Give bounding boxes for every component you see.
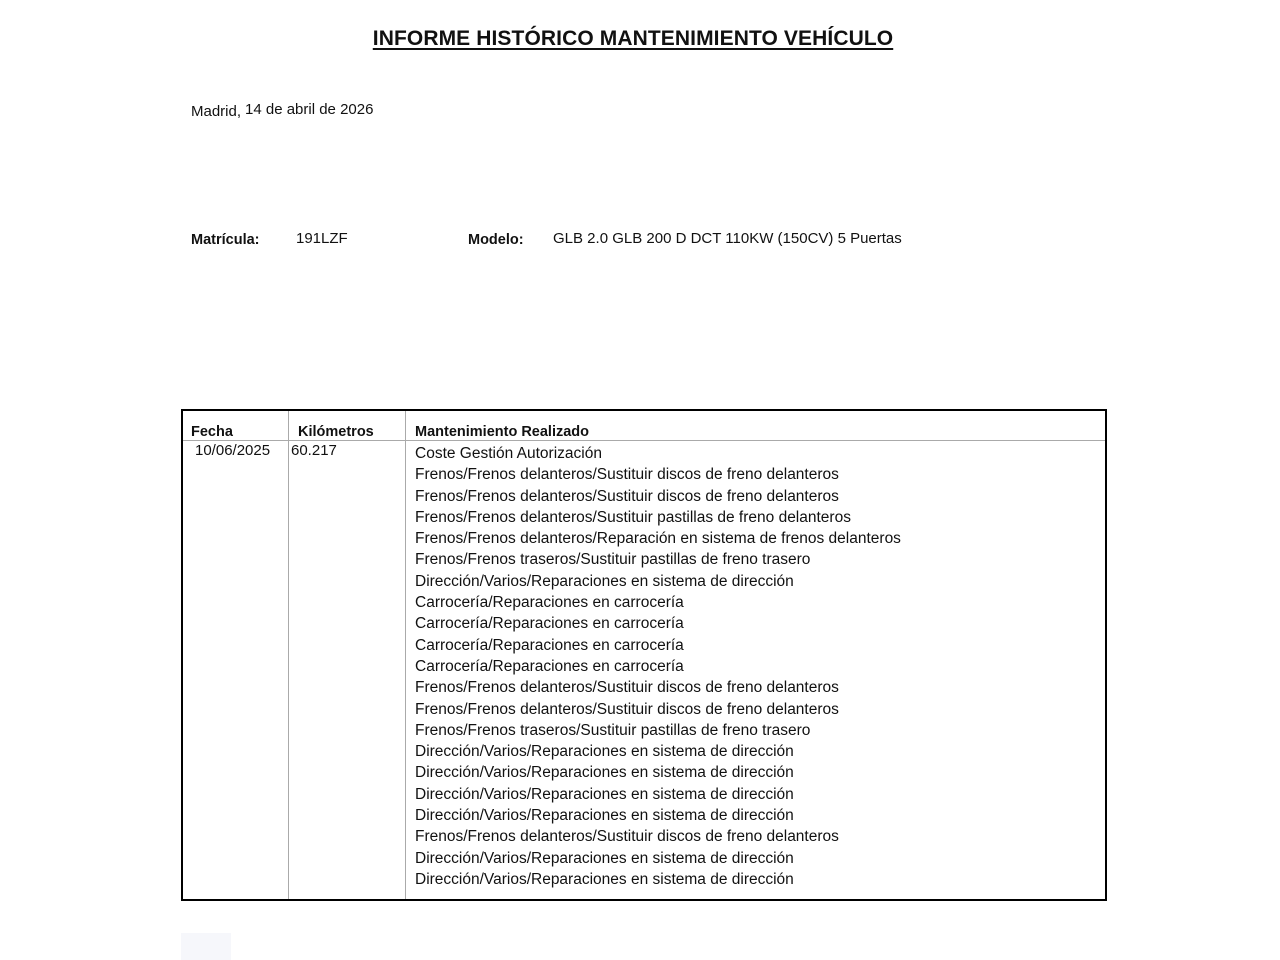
maintenance-item: Carrocería/Reparaciones en carrocería bbox=[415, 657, 684, 675]
header-divider bbox=[183, 440, 1105, 441]
maintenance-item: Frenos/Frenos traseros/Sustituir pastillas de freno trasero bbox=[415, 551, 811, 569]
report-city: Madrid, bbox=[191, 103, 242, 120]
maintenance-item: Frenos/Frenos traseros/Sustituir pastillas de freno trasero bbox=[415, 721, 811, 739]
model-label: Modelo: bbox=[468, 232, 524, 248]
maintenance-list bbox=[415, 443, 901, 890]
maintenance-item: Dirección/Varios/Reparaciones en sistema de dirección bbox=[415, 743, 794, 761]
header-km: Kilómetros bbox=[298, 424, 374, 440]
header-maintenance: Mantenimiento Realizado bbox=[415, 424, 590, 440]
maintenance-item: Carrocería/Reparaciones en carrocería bbox=[415, 615, 684, 633]
maintenance-item: Dirección/Varios/Reparaciones en sistema de dirección bbox=[415, 764, 794, 782]
maintenance-table bbox=[181, 409, 1107, 901]
maintenance-item: Frenos/Frenos delanteros/Sustituir pastillas de freno delanteros bbox=[415, 508, 851, 526]
plate-label: Matrícula: bbox=[191, 232, 260, 248]
maintenance-item: Carrocería/Reparaciones en carrocería bbox=[415, 636, 684, 654]
maintenance-item: Dirección/Varios/Reparaciones en sistema de dirección bbox=[415, 572, 794, 590]
maintenance-item: Dirección/Varios/Reparaciones en sistema de dirección bbox=[415, 785, 794, 803]
faint-rectangle bbox=[181, 933, 231, 960]
maintenance-item: Frenos/Frenos delanteros/Sustituir discos de freno delanteros bbox=[415, 487, 839, 505]
column-divider-date bbox=[288, 411, 289, 899]
column-divider-km bbox=[405, 411, 406, 899]
maintenance-item: Frenos/Frenos delanteros/Sustituir discos de freno delanteros bbox=[415, 679, 839, 697]
maintenance-item: Dirección/Varios/Reparaciones en sistema de dirección bbox=[415, 849, 794, 867]
maintenance-item: Frenos/Frenos delanteros/Sustituir discos de freno delanteros bbox=[415, 700, 839, 718]
maintenance-item: Dirección/Varios/Reparaciones en sistema de dirección bbox=[415, 807, 794, 825]
maintenance-item: Frenos/Frenos delanteros/Sustituir discos de freno delanteros bbox=[415, 466, 839, 484]
report-date: 14 de abril de 2026 bbox=[245, 101, 374, 118]
plate-value: 191LZF bbox=[296, 230, 348, 247]
row-km: 60.217 bbox=[291, 442, 337, 459]
model-value: GLB 2.0 GLB 200 D DCT 110KW (150CV) 5 Puertas bbox=[553, 230, 902, 247]
maintenance-item: Coste Gestión Autorización bbox=[415, 445, 602, 462]
maintenance-item: Frenos/Frenos delanteros/Reparación en sistema de frenos delanteros bbox=[415, 530, 901, 548]
report-title: INFORME HISTÓRICO MANTENIMIENTO VEHÍCULO bbox=[372, 27, 894, 50]
maintenance-item: Frenos/Frenos delanteros/Sustituir discos de freno delanteros bbox=[415, 828, 839, 846]
maintenance-item: Carrocería/Reparaciones en carrocería bbox=[415, 594, 684, 612]
header-date: Fecha bbox=[191, 424, 233, 440]
maintenance-item: Dirección/Varios/Reparaciones en sistema de dirección bbox=[415, 870, 794, 888]
row-date: 10/06/2025 bbox=[195, 442, 271, 459]
